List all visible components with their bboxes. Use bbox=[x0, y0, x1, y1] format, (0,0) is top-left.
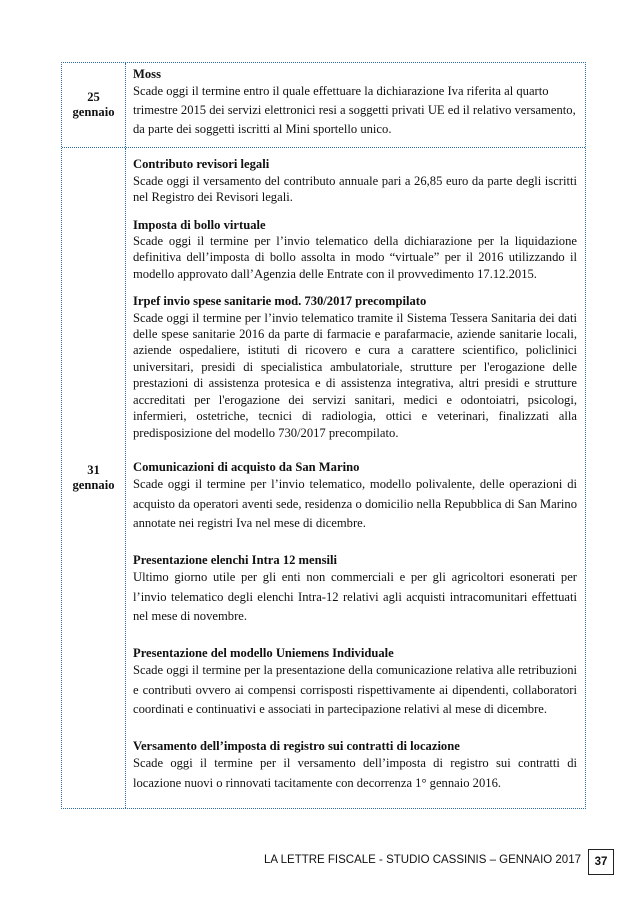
content-cell bbox=[126, 148, 585, 808]
entry-title: Comunicazioni di acquisto da San Marino bbox=[133, 459, 360, 474]
deadlines-table bbox=[61, 62, 586, 809]
date-day: 25 bbox=[87, 90, 100, 105]
table-row bbox=[62, 147, 585, 808]
entry-title: Irpef invio spese sanitarie mod. 730/2017 precompilato bbox=[133, 294, 427, 309]
content-cell bbox=[126, 63, 585, 147]
entry-title: Presentazione elenchi Intra 12 mensili bbox=[133, 552, 338, 567]
entry-title: Imposta di bollo virtuale bbox=[133, 217, 266, 232]
deadline-entry bbox=[133, 293, 577, 441]
entry-text: Scade oggi il versamento del contributo annuale pari a 26,85 euro da parte degli iscritti nel Registro dei Revisori legali. bbox=[133, 173, 577, 205]
deadline-entry bbox=[133, 66, 577, 139]
entry-text: Ultimo giorno utile per gli enti non commerciali e per gli agricoltori esonerati per l’invio telematico degli elenchi Intra-12 relativi agli acquisti intracomunitari effettuati nel mese di novembre. bbox=[133, 570, 577, 624]
deadline-entry bbox=[133, 645, 577, 720]
date-month: gennaio bbox=[72, 105, 115, 120]
deadline-entry bbox=[133, 552, 577, 627]
date-cell bbox=[62, 63, 126, 147]
entry-text: Scade oggi il termine per l’invio telematico della dichiarazione per la liquidazione definitiva dell’imposta di bollo assolta in modo “virtuale” per il 2016 utilizzando il modello approvato dall’Agenzia delle Entrate con il provvedimento 17.12.2015. bbox=[133, 234, 577, 281]
entry-text: Scade oggi il termine per l’invio telematico tramite il Sistema Tessera Sanitaria dei dati delle spese sanitarie 2016 da parte di farmacie e parafarmacie, aziende sanitarie locali, aziende ospedaliere, istituti di ricovero e cura a carattere scientifico, policlinici universitari, presidi di specialistica ambulatoriale, strutture per l'erogazione delle prestazioni di assistenza protesica e di assistenza integrativa, altri presidi e strutture accreditati per l'erogazione dei servizi sanitari, medici e odontoiatri, psicologi, infermieri, ostetriche, tecnici di radiologia, ottici e veterinari, finalizzati alla predisposizione del modello 730/2017 precompilato. bbox=[133, 310, 577, 440]
entry-title: Moss bbox=[133, 67, 161, 81]
page-footer bbox=[0, 838, 638, 878]
entry-title: Presentazione del modello Uniemens Individuale bbox=[133, 645, 394, 660]
deadline-entry bbox=[133, 459, 577, 534]
entry-text: Scade oggi il termine per la presentazione della comunicazione relativa alle retribuzioni e contributi ovvero ai compensi corrisposti rispettivamente ai dipendenti, collaboratori coordinati e continuativi e associati in partecipazione relativi al mese di dicembre. bbox=[133, 663, 577, 717]
deadline-entry bbox=[133, 217, 577, 283]
table-row bbox=[62, 63, 585, 147]
entry-text: Scade oggi il termine entro il quale effettuare la dichiarazione Iva riferita al quarto trimestre 2015 dei servizi elettronici resi a soggetti privati UE ed il relativo versamento, da parte dei soggetti iscritti al Mini sportello unico. bbox=[133, 84, 576, 137]
deadline-entry bbox=[133, 156, 577, 205]
entry-title: Versamento dell’imposta di registro sui contratti di locazione bbox=[133, 738, 460, 753]
date-cell bbox=[62, 148, 126, 808]
date-month: gennaio bbox=[72, 478, 115, 493]
date-day: 31 bbox=[87, 463, 100, 478]
footer-text: LA LETTRE FISCALE - STUDIO CASSINIS – GENNAIO 2017 bbox=[264, 854, 581, 866]
entry-text: Scade oggi il termine per il versamento dell’imposta di registro sui contratti di locazione nuovi o rinnovati tacitamente con decorrenza 1° gennaio 2016. bbox=[133, 756, 577, 790]
entry-title: Contributo revisori legali bbox=[133, 157, 270, 172]
page-number: 37 bbox=[588, 849, 614, 875]
deadline-entry bbox=[133, 738, 577, 793]
entry-text: Scade oggi il termine per l’invio telematico, modello polivalente, delle operazioni di acquisto da operatori aventi sede, residenza o domicilio nella Repubblica di San Marino annotate nei registri Iva nel mese di dicembre. bbox=[133, 477, 577, 531]
